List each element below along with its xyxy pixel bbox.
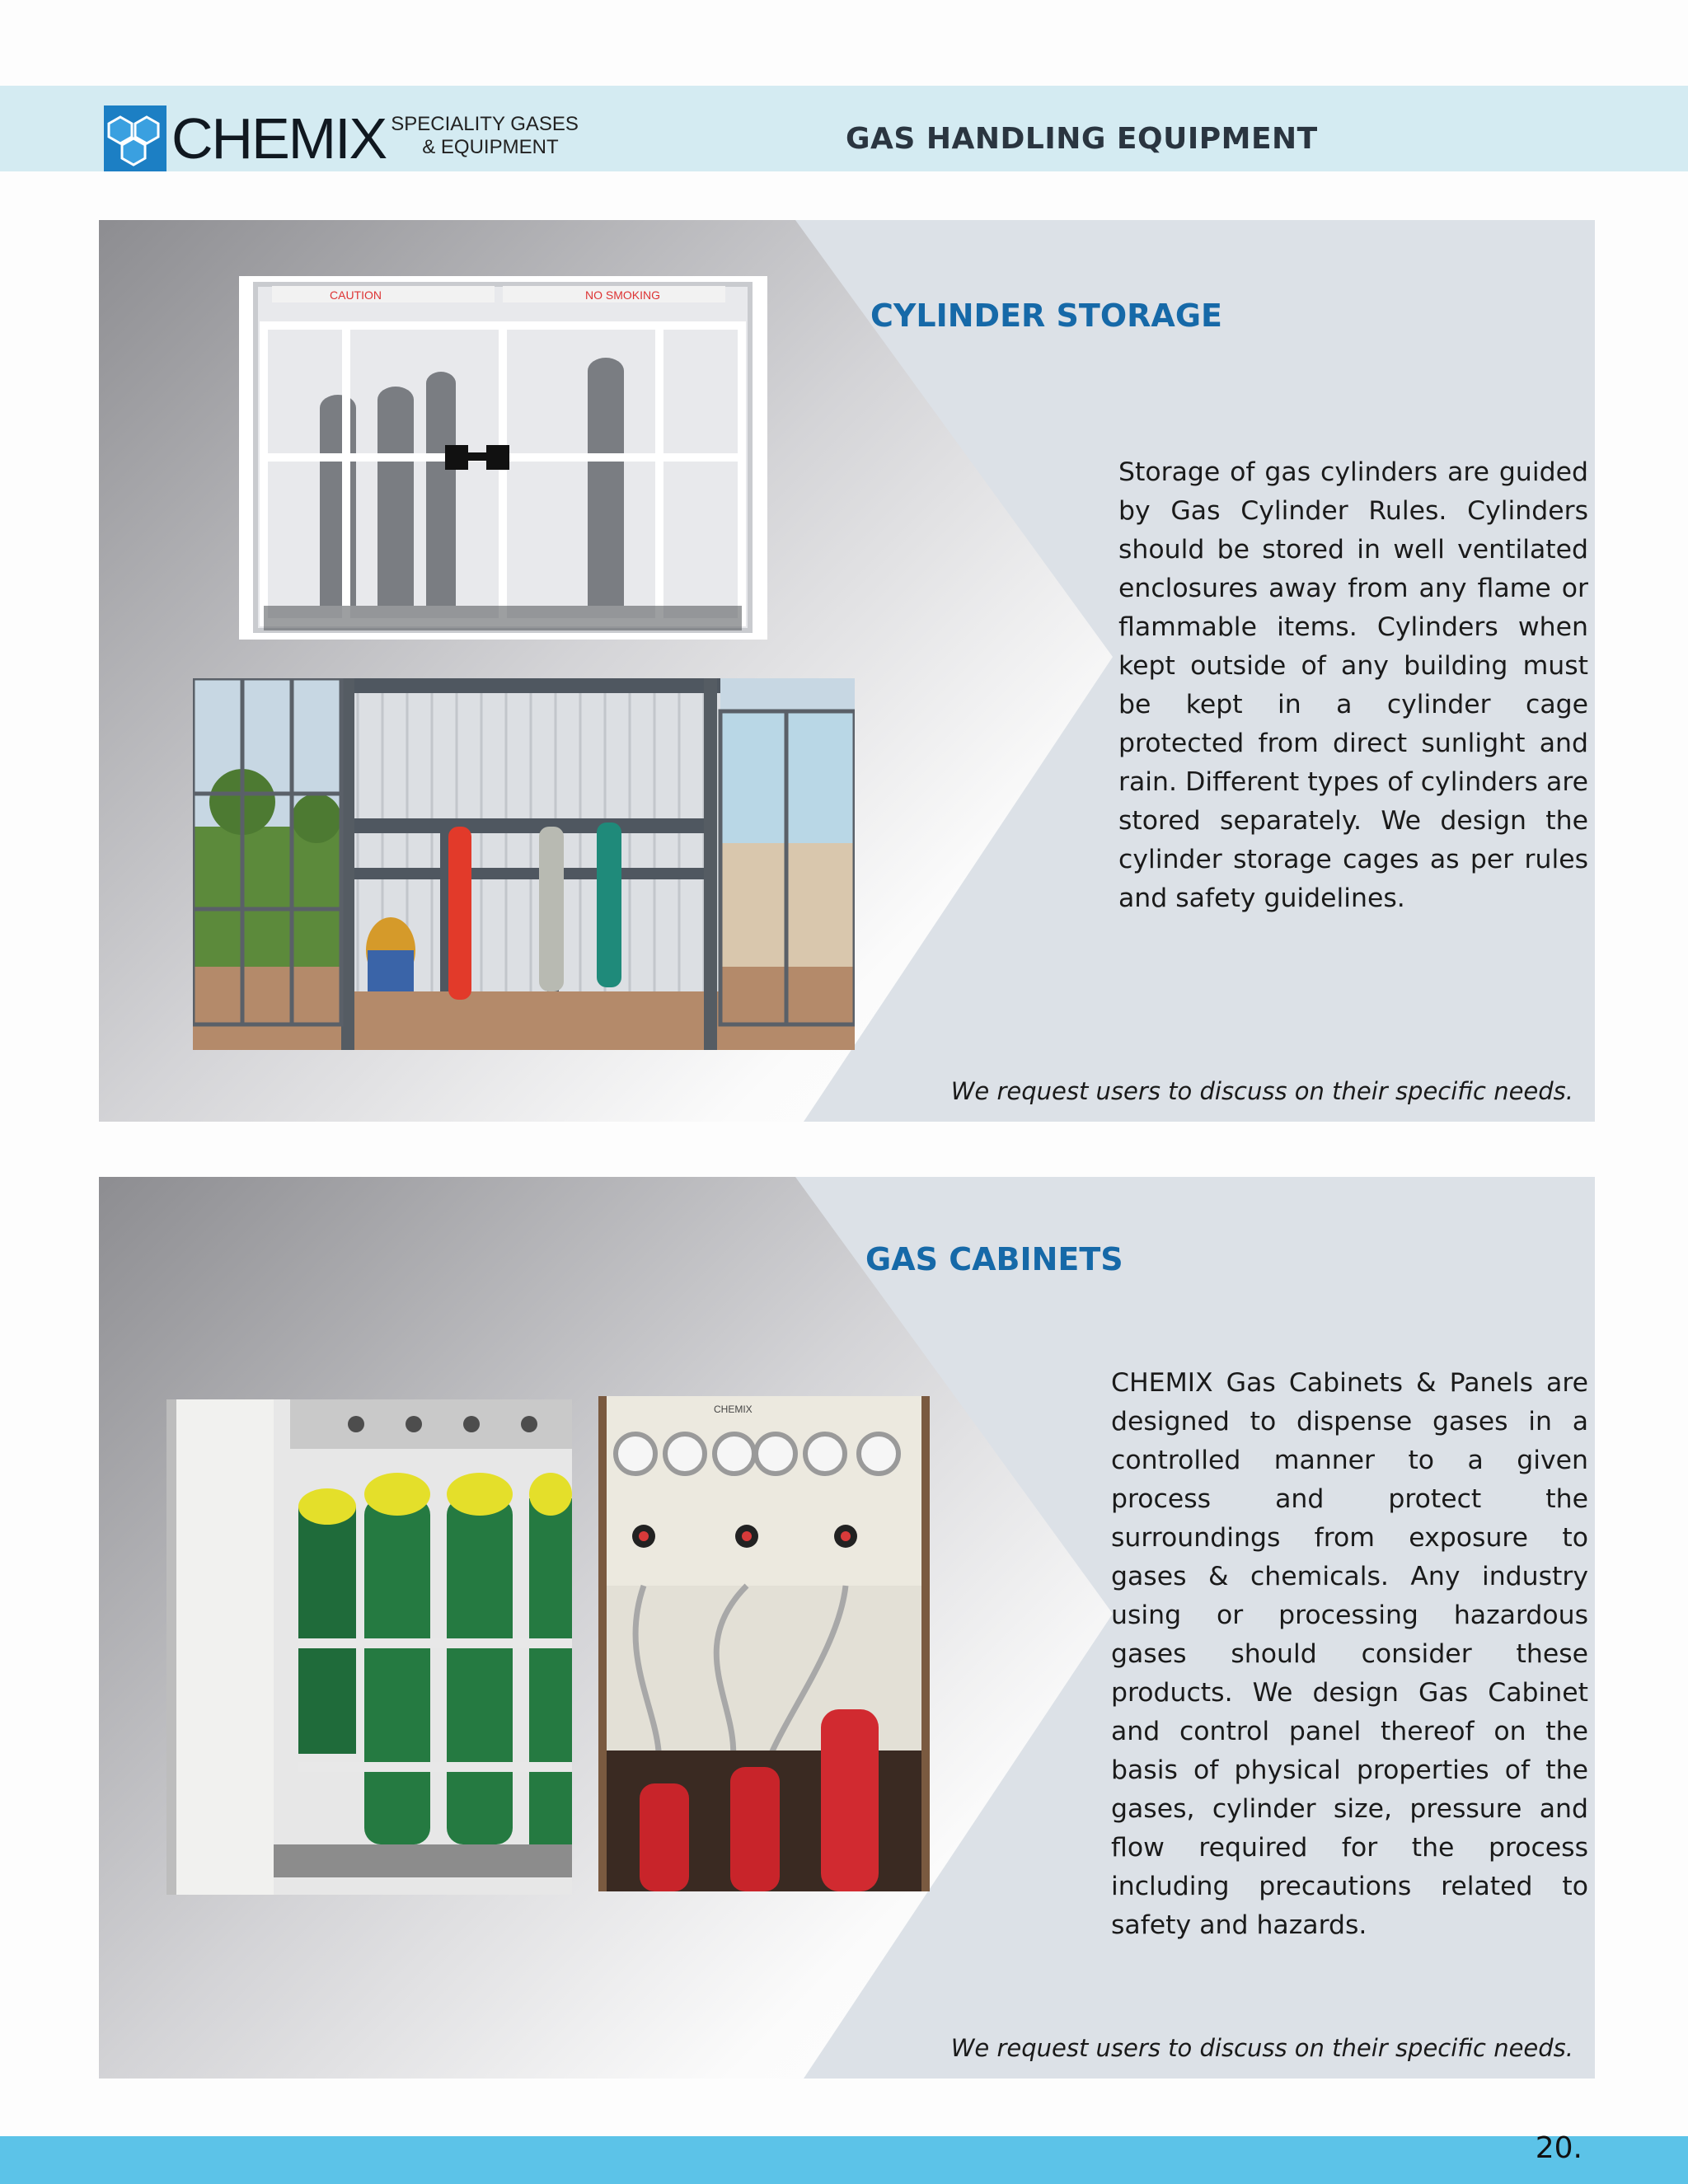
cylinder-storage-panel	[99, 220, 1595, 1122]
hexagon-logo-icon	[104, 105, 166, 171]
brand-subtitle-line-2: & EQUIPMENT	[422, 136, 559, 158]
section-title: GAS CABINETS	[865, 1241, 1123, 1277]
section-title: CYLINDER STORAGE	[870, 298, 1222, 334]
gas-control-panel-photo	[598, 1396, 930, 1891]
section-body: CHEMIX Gas Cabinets & Panels are designed to dispense gases in a controlled manner to a given process and protect the surroundings from exposure to gases & chemicals. Any industry using or processing hazardous gases should consider these products. We design Gas Cabinet and control panel thereof on the basis of physical properties of the gases, cylinder size, pressure and flow required for the process including precautions related to safety and hazards.	[1111, 1368, 1588, 1940]
outdoor-cylinder-shed-photo	[193, 678, 855, 1050]
brand-subtitle-line-1: SPECIALITY GASES	[391, 113, 579, 135]
page-number: 20.	[1535, 2131, 1582, 2165]
svg-text:NO SMOKING: NO SMOKING	[585, 288, 661, 302]
brand-logo	[104, 105, 579, 171]
cylinder-cage-photo	[239, 276, 767, 640]
page-title: GAS HANDLING EQUIPMENT	[846, 122, 1318, 156]
gas-cabinets-panel	[99, 1177, 1595, 2079]
svg-text:CAUTION: CAUTION	[330, 288, 382, 302]
brand-subtitle	[391, 113, 579, 159]
footer-band	[0, 2136, 1688, 2184]
section-note: We request users to discuss on their specific needs.	[950, 2034, 1573, 2062]
svg-text:CHEMIX: CHEMIX	[714, 1404, 753, 1415]
brand-name: CHEMIX	[171, 106, 387, 171]
section-note: We request users to discuss on their specific needs.	[950, 1077, 1573, 1105]
section-body: Storage of gas cylinders are guided by Gas Cylinder Rules. Cylinders should be stored in well ventilated enclosures away from any flame or flammable items. Cylinders when kept outside of any building must be kept in a cylinder cage protected from direct sunlight and rain. Different types of cylinders are stored separately. We design the cylinder storage cages as per rules and safety guidelines.	[1118, 457, 1588, 913]
gas-cabinet-cylinders-photo	[166, 1399, 572, 1895]
